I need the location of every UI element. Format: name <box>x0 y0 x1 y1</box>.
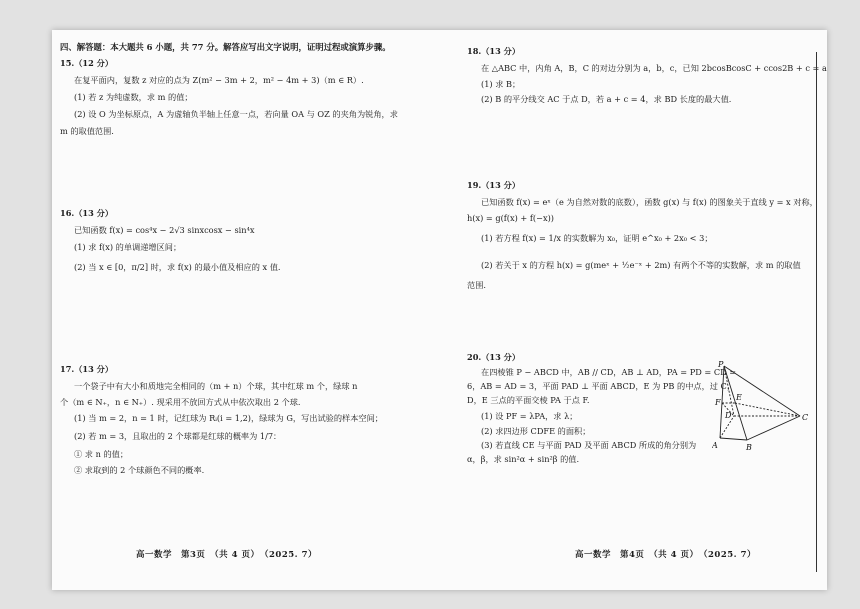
footer-page3: 高一数学 第3页 （共 4 页） （2025. 7） <box>136 550 317 560</box>
q15-part2-line2: m 的取值范围. <box>60 126 114 136</box>
q15-part1: (1) 若 z 为纯虚数，求 m 的值； <box>74 92 193 102</box>
q17-title: 17.（13 分） <box>60 364 114 374</box>
q20-part3-line1: (3) 若直线 CE 与平面 PAD 及平面 ABCD 所成的角分别为 <box>481 440 697 450</box>
q20-stem-line2: 6，AB = AD = 3，平面 PAD ⊥ 平面 ABCD，E 为 PB 的中点，过 C， <box>467 381 736 391</box>
q16-title: 16.（13 分） <box>60 208 114 218</box>
q19-part2-line2: 范围. <box>467 280 486 290</box>
q17-stem-line2: 个（m ∈ N₊，n ∈ N₊）. 现采用不放回方式从中依次取出 2 个球. <box>60 397 301 407</box>
q20-stem-line1: 在四棱锥 P − ABCD 中，AB // CD，AB ⊥ AD，PA = PD = CD = <box>481 367 737 377</box>
q18-title: 18.（13 分） <box>467 46 521 56</box>
q16-part1: (1) 求 f(x) 的单调递增区间； <box>74 242 182 252</box>
q20-stem-line3: D，E 三点的平面交棱 PA 于点 F. <box>467 395 590 405</box>
q20-title: 20.（13 分） <box>467 352 521 362</box>
q20-part3-line2: α，β，求 sin²α + sin²β 的值. <box>467 454 580 464</box>
exam-page <box>52 30 827 590</box>
edge-BC <box>747 416 800 440</box>
edge-PC <box>724 366 800 416</box>
q17-stem-line1: 一个袋子中有大小和质地完全相同的（m + n）个球，其中红球 m 个，绿球 n <box>74 381 358 391</box>
edge-PD <box>724 366 734 416</box>
q18-stem: 在 △ABC 中，内角 A，B，C 的对边分别为 a，b，c，已知 2bcosBcosC + ccos2B + c = a <box>481 63 827 73</box>
edge-AB <box>720 438 747 440</box>
label-F: F <box>715 398 721 407</box>
q20-part2: (2) 求四边形 CDFE 的面积； <box>481 426 591 436</box>
q19-part2-line1: (2) 若关于 x 的方程 h(x) = g(meˣ + ½e⁻ˣ + 2m) 有两个不等的实数解，求 m 的取值 <box>481 260 801 270</box>
right-margin-rule <box>816 52 817 572</box>
label-C: C <box>802 413 809 422</box>
q17-part1: (1) 当 m = 2，n = 1 时，记红球为 Rᵢ(i = 1,2)，绿球为 G，写出试验的样本空间； <box>74 413 383 423</box>
label-E: E <box>736 393 742 402</box>
edge-PA <box>720 366 724 438</box>
pyramid-figure <box>712 358 812 458</box>
q18-part1: (1) 求 B； <box>481 79 521 89</box>
q19-stem-line2: h(x) = g(f(x) + f(−x)) <box>467 213 554 223</box>
q17-part2: (2) 若 m = 3，且取出的 2 个球都是红球的概率为 1/7： <box>74 431 282 441</box>
label-D: D <box>725 411 732 420</box>
q17-sub1: ① 求 n 的值； <box>74 449 129 459</box>
q17-sub2: ② 求取到的 2 个球颜色不同的概率. <box>74 465 205 475</box>
left-column <box>52 30 452 590</box>
q19-part1: (1) 若方程 f(x) = 1/x 的实数解为 x₀，证明 e^x₀ + 2x₀ < 3； <box>481 233 713 243</box>
q16-stem: 已知函数 f(x) = cos⁴x − 2√3 sinxcosx − sin⁴x <box>74 225 255 235</box>
q15-stem: 在复平面内，复数 z 对应的点为 Z(m² − 3m + 2，m² − 4m + 3)（m ∈ R）. <box>74 75 364 85</box>
label-P: P <box>718 360 724 369</box>
section-header: 四、解答题：本大题共 6 小题，共 77 分。解答应写出文字说明，证明过程或演算步骤。 <box>60 42 391 52</box>
q19-title: 19.（13 分） <box>467 180 521 190</box>
right-column <box>457 30 827 590</box>
q15-part2-line1: (2) 设 O 为坐标原点，A 为虚轴负半轴上任意一点，若向量 OA 与 OZ 的夹角为锐角，求 <box>74 109 398 119</box>
q19-stem-line1: 已知函数 f(x) = eˣ（e 为自然对数的底数），函数 g(x) 与 f(x) 的图象关于直线 y = x 对称， <box>481 197 818 207</box>
footer-page4: 高一数学 第4页 （共 4 页） （2025. 7） <box>575 550 756 560</box>
q16-part2: (2) 当 x ∈ [0，π/2] 时，求 f(x) 的最小值及相应的 x 值. <box>74 262 281 272</box>
label-A: A <box>712 441 718 450</box>
q18-part2: (2) B 的平分线交 AC 于点 D，若 a + c = 4，求 BD 长度的最大值. <box>481 94 732 104</box>
q20-part1: (1) 设 PF = λPA，求 λ； <box>481 411 578 421</box>
label-B: B <box>746 443 752 452</box>
q15-title: 15.（12 分） <box>60 58 114 68</box>
